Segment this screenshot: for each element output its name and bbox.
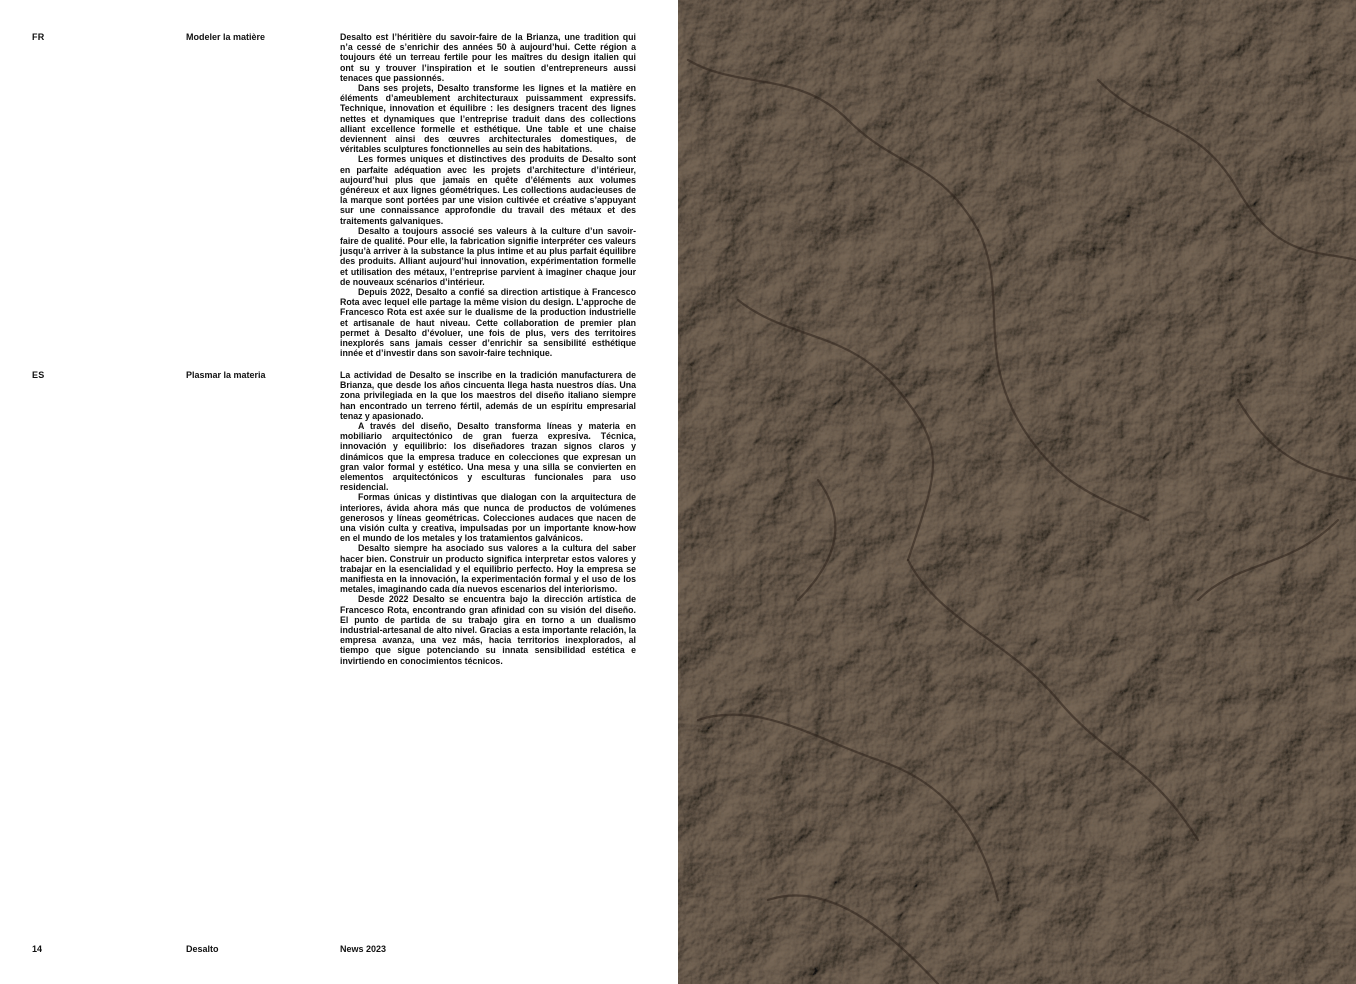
section-heading-fr: Modeler la matière [186,32,266,42]
section-body-fr [340,32,636,359]
texture-grain [678,0,1356,984]
paragraph: La actividad de Desalto se inscribe en la tradición manufacturera de Brianza, que desde los años cincuenta llega hasta nuestros días. Una zona privilegiada en la que los maestros del diseño italiano siempre han encontrado un terreno fértil, además de un espíritu empresarial tenaz y apasionado. [340,370,636,421]
footer-issue: News 2023 [340,944,387,954]
plaster-texture-image [678,0,1356,984]
section-body-es [340,370,636,666]
paragraph: A través del diseño, Desalto transforma líneas y materia en mobiliario arquitectónico de gran fuerza expresiva. Técnica, innovación y equilibrio: los diseñadores trazan signos claros y dinámicos que la empresa traduce en colecciones que expresan un gran valor formal y estético. Una mesa y una silla se convierten en elementos arquitectónicos y esculturas funcionales para uso residencial. [340,421,636,493]
paragraph: Desde 2022 Desalto se encuentra bajo la dirección artística de Francesco Rota, encontrando gran afinidad con su visión del diseño. El punto de partida de su trabajo gira en torno a un dualismo industrial-artesanal de alto nivel. Gracias a esta importante relación, la empresa avanza, una vez más, hacia territorios inexplorados, al tiempo que sigue potenciando su innata sensibilidad estética e invirtiendo en conocimientos técnicos. [340,594,636,666]
paragraph: Desalto est l’héritière du savoir-faire de la Brianza, une tradition qui n’a cessé de s’enrichir des années 50 à aujourd’hui. Cette région a toujours été un terreau fertile pour les maîtres du design italien qui ont su y trouver l’inspiration et le soutien d’entrepreneurs aussi tenaces que passionnés. [340,32,636,83]
paragraph: Les formes uniques et distinctives des produits de Desalto sont en parfaite adéquation avec les projets d’architecture d’intérieur, aujourd’hui plus que jamais en quête d’éléments aux volumes généreux et aux lignes géométriques. Les collections audacieuses de la marque sont portées par une vision cultivée et créative s’appuyant sur une connaissance approfondie du travail des métaux et des traitements galvaniques. [340,154,636,226]
section-heading-es: Plasmar la materia [186,370,266,380]
paragraph: Desalto a toujours associé ses valeurs à la culture d’un savoir-faire de qualité. Pour elle, la fabrication signifie interpréter ces valeurs jusqu’à arriver à la substance la plus intime et au plus parfait équilibre des produits. Alliant aujourd’hui innovation, expérimentation formelle et utilisation des métaux, l’entreprise parvient à imaginer chaque jour de nouveaux scénarios d’intérieur. [340,225,636,287]
section-lang-es: ES [32,370,45,380]
page-number: 14 [32,944,43,954]
paragraph: Depuis 2022, Desalto a confié sa direction artistique à Francesco Rota avec lequel elle partage la même vision du design. L’approche de Francesco Rota est axée sur le dualisme de la production industrielle et artisanale de haut niveau. Cette collaboration de premier plan permet à Desalto d’évoluer, une fois de plus, vers des territoires inexplorés sans jamais cesser d’enrichir sa sensibilité esthétique innée et d’investir dans son savoir-faire technique. [340,287,636,359]
footer-brand: Desalto [186,944,219,954]
paragraph: Desalto siempre ha asociado sus valores a la cultura del saber hacer bien. Construir un producto significa interpretar estos valores y trabajar en la esencialidad y el equilibrio perfecto. Hoy la empresa se manifiesta en la innovación, la experimentación formal y el uso de los metales, imaginando cada día nuevos escenarios del interiorismo. [340,543,636,595]
texture-svg [678,0,1356,984]
section-lang-fr: FR [32,32,45,42]
paragraph: Formas únicas y distintivas que dialogan con la arquitectura de interiores, ávida ahora más que nunca de productos de volúmenes generosos y líneas geométricas. Colecciones audaces que nacen de una visión culta y creativa, impulsadas por un importante know-how en el mundo de los metales y los tratamientos galvánicos. [340,492,636,544]
paragraph: Dans ses projets, Desalto transforme les lignes et la matière en éléments d’ameublement architecturaux puissamment expressifs. Technique, innovation et équilibre : les designers tracent des lignes nettes et dynamiques que l’entreprise traduit dans des collections alliant excellence formelle et esthétique. Une table et une chaise deviennent ainsi des œuvres architecturales domestiques, de véritables sculptures fonctionnelles au sein des habitations. [340,83,636,155]
